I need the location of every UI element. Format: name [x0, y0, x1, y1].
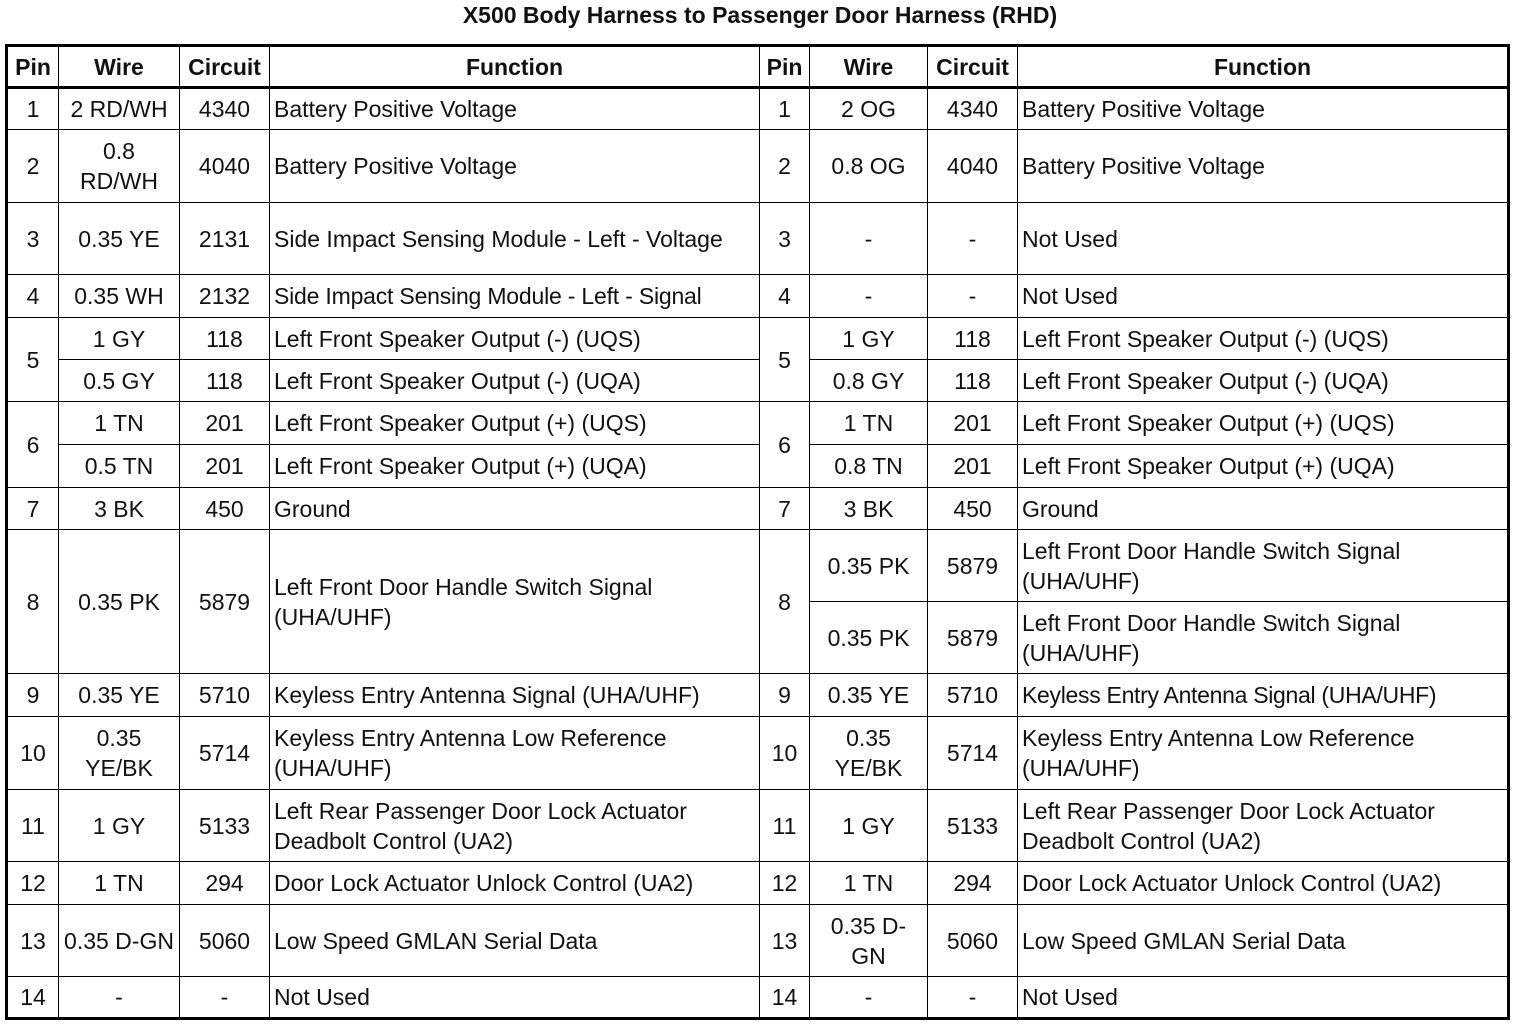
function-cell: Left Front Door Handle Switch Signal (UHA/UHF)	[1018, 530, 1509, 602]
function-cell: Keyless Entry Antenna Low Reference (UHA/UHF)	[1018, 717, 1509, 790]
wire-cell: 0.5 GY	[59, 360, 180, 402]
header-function: Function	[270, 46, 760, 88]
circuit-cell: 2131	[180, 203, 270, 275]
pin-cell: 14	[760, 977, 810, 1019]
circuit-cell: -	[928, 977, 1018, 1019]
circuit-cell: 2132	[180, 275, 270, 318]
pin-cell: 6	[7, 402, 59, 488]
pin-cell: 12	[760, 862, 810, 905]
wire-cell: 0.35 D-GN	[59, 905, 180, 977]
wire-cell: 0.35 PK	[810, 602, 928, 674]
wire-cell: 1 GY	[810, 790, 928, 862]
table-row	[7, 977, 1509, 1019]
header-pin: Pin	[760, 46, 810, 88]
pin-cell: 11	[7, 790, 59, 862]
wire-cell: 0.35 YE	[59, 203, 180, 275]
table-row	[7, 88, 1509, 130]
pin-cell: 1	[760, 88, 810, 130]
pin-cell: 14	[7, 977, 59, 1019]
pin-cell: 7	[760, 488, 810, 530]
function-cell: Left Front Speaker Output (-) (UQA)	[1018, 360, 1509, 402]
function-cell: Ground	[1018, 488, 1509, 530]
pin-cell: 4	[7, 275, 59, 318]
pin-cell: 9	[760, 674, 810, 717]
wire-cell: 0.5 TN	[59, 445, 180, 488]
wire-cell: 0.8 OG	[810, 130, 928, 203]
function-cell: Left Front Door Handle Switch Signal (UHA/UHF)	[1018, 602, 1509, 674]
function-cell: Door Lock Actuator Unlock Control (UA2)	[270, 862, 760, 905]
pin-cell: 9	[7, 674, 59, 717]
function-cell: Left Front Speaker Output (+) (UQA)	[270, 445, 760, 488]
function-cell: Keyless Entry Antenna Low Reference (UHA/UHF)	[270, 717, 760, 790]
wire-cell: 1 TN	[59, 862, 180, 905]
circuit-cell: 201	[928, 445, 1018, 488]
wire-cell: 0.35 PK	[59, 530, 180, 674]
circuit-cell: 5710	[180, 674, 270, 717]
table-row	[7, 275, 1509, 318]
pin-cell: 3	[7, 203, 59, 275]
pin-cell: 5	[760, 318, 810, 402]
function-cell: Left Front Speaker Output (-) (UQS)	[1018, 318, 1509, 360]
function-cell: Low Speed GMLAN Serial Data	[1018, 905, 1509, 977]
wire-cell: 0.35 WH	[59, 275, 180, 318]
wire-cell: -	[810, 977, 928, 1019]
circuit-cell: 5060	[180, 905, 270, 977]
wire-cell: 2 RD/WH	[59, 88, 180, 130]
wire-cell: 0.35 PK	[810, 530, 928, 602]
table-row	[7, 488, 1509, 530]
pin-cell: 4	[760, 275, 810, 318]
function-cell: Side Impact Sensing Module - Left - Voltage	[270, 203, 760, 275]
function-cell: Left Front Speaker Output (-) (UQA)	[270, 360, 760, 402]
function-cell: Left Front Speaker Output (+) (UQS)	[270, 402, 760, 445]
header-row	[7, 46, 1509, 88]
header-wire: Wire	[59, 46, 180, 88]
pin-cell: 10	[760, 717, 810, 790]
circuit-cell: 5879	[928, 602, 1018, 674]
function-cell: Not Used	[1018, 203, 1509, 275]
wire-cell: 1 GY	[59, 790, 180, 862]
circuit-cell: 450	[180, 488, 270, 530]
function-cell: Left Rear Passenger Door Lock Actuator Deadbolt Control (UA2)	[1018, 790, 1509, 862]
circuit-cell: 5879	[928, 530, 1018, 602]
function-cell: Battery Positive Voltage	[270, 88, 760, 130]
table-row	[7, 130, 1509, 203]
function-cell: Battery Positive Voltage	[270, 130, 760, 203]
circuit-cell: 118	[928, 318, 1018, 360]
circuit-cell: -	[180, 977, 270, 1019]
circuit-cell: 5879	[180, 530, 270, 674]
pin-cell: 2	[760, 130, 810, 203]
wire-cell: 0.35 YE/BK	[810, 717, 928, 790]
pin-cell: 8	[760, 530, 810, 674]
wire-cell: -	[810, 203, 928, 275]
table-row	[7, 862, 1509, 905]
pinout-table	[5, 44, 1510, 1020]
pin-cell: 3	[760, 203, 810, 275]
circuit-cell: 118	[180, 318, 270, 360]
table-row	[7, 530, 1509, 602]
pin-cell: 1	[7, 88, 59, 130]
wire-cell: -	[59, 977, 180, 1019]
circuit-cell: 4340	[180, 88, 270, 130]
function-cell: Left Front Speaker Output (+) (UQA)	[1018, 445, 1509, 488]
pin-cell: 7	[7, 488, 59, 530]
circuit-cell: 5714	[928, 717, 1018, 790]
page-title: X500 Body Harness to Passenger Door Harness (RHD)	[462, 2, 1058, 28]
circuit-cell: 118	[928, 360, 1018, 402]
table-row	[7, 790, 1509, 862]
wire-cell: 3 BK	[810, 488, 928, 530]
table-row	[7, 674, 1509, 717]
circuit-cell: 118	[180, 360, 270, 402]
function-cell: Low Speed GMLAN Serial Data	[270, 905, 760, 977]
wire-cell: -	[810, 275, 928, 318]
wire-cell: 0.8 TN	[810, 445, 928, 488]
circuit-cell: -	[928, 203, 1018, 275]
function-cell: Side Impact Sensing Module - Left - Signal	[270, 275, 760, 318]
circuit-cell: 294	[180, 862, 270, 905]
wire-cell: 0.35 YE	[810, 674, 928, 717]
header-wire: Wire	[810, 46, 928, 88]
wire-cell: 0.35 YE/BK	[59, 717, 180, 790]
wire-cell: 0.8 GY	[810, 360, 928, 402]
function-cell: Not Used	[1018, 275, 1509, 318]
table-row	[7, 360, 1509, 402]
pin-cell: 12	[7, 862, 59, 905]
circuit-cell: 294	[928, 862, 1018, 905]
function-cell: Ground	[270, 488, 760, 530]
pin-cell: 10	[7, 717, 59, 790]
circuit-cell: 4040	[928, 130, 1018, 203]
wire-cell: 0.35 YE	[59, 674, 180, 717]
function-cell: Left Front Door Handle Switch Signal (UHA/UHF)	[270, 530, 760, 674]
table-row	[7, 203, 1509, 275]
wire-cell: 1 GY	[59, 318, 180, 360]
function-cell: Left Rear Passenger Door Lock Actuator Deadbolt Control (UA2)	[270, 790, 760, 862]
function-cell: Battery Positive Voltage	[1018, 130, 1509, 203]
circuit-cell: 201	[180, 402, 270, 445]
function-cell: Left Front Speaker Output (-) (UQS)	[270, 318, 760, 360]
header-circuit: Circuit	[180, 46, 270, 88]
table-row	[7, 717, 1509, 790]
wire-cell: 3 BK	[59, 488, 180, 530]
function-cell: Keyless Entry Antenna Signal (UHA/UHF)	[1018, 674, 1509, 717]
function-cell: Battery Positive Voltage	[1018, 88, 1509, 130]
function-cell: Left Front Speaker Output (+) (UQS)	[1018, 402, 1509, 445]
header-pin: Pin	[7, 46, 59, 88]
circuit-cell: 5133	[180, 790, 270, 862]
circuit-cell: 5060	[928, 905, 1018, 977]
table-row	[7, 402, 1509, 445]
circuit-cell: -	[928, 275, 1018, 318]
pin-cell: 2	[7, 130, 59, 203]
wire-cell: 1 TN	[810, 402, 928, 445]
circuit-cell: 4340	[928, 88, 1018, 130]
circuit-cell: 450	[928, 488, 1018, 530]
circuit-cell: 5133	[928, 790, 1018, 862]
circuit-cell: 5710	[928, 674, 1018, 717]
circuit-cell: 201	[180, 445, 270, 488]
pin-cell: 13	[760, 905, 810, 977]
pin-cell: 11	[760, 790, 810, 862]
circuit-cell: 5714	[180, 717, 270, 790]
table-row	[7, 905, 1509, 977]
wire-cell: 1 GY	[810, 318, 928, 360]
function-cell: Not Used	[270, 977, 760, 1019]
function-cell: Keyless Entry Antenna Signal (UHA/UHF)	[270, 674, 760, 717]
wire-cell: 2 OG	[810, 88, 928, 130]
function-cell: Not Used	[1018, 977, 1509, 1019]
header-circuit: Circuit	[928, 46, 1018, 88]
function-cell: Door Lock Actuator Unlock Control (UA2)	[1018, 862, 1509, 905]
pin-cell: 6	[760, 402, 810, 488]
circuit-cell: 4040	[180, 130, 270, 203]
pin-cell: 8	[7, 530, 59, 674]
pin-cell: 5	[7, 318, 59, 402]
table-row	[7, 445, 1509, 488]
wire-cell: 1 TN	[810, 862, 928, 905]
table-row	[7, 318, 1509, 360]
pin-cell: 13	[7, 905, 59, 977]
wire-cell: 0.8 RD/WH	[59, 130, 180, 203]
circuit-cell: 201	[928, 402, 1018, 445]
header-function: Function	[1018, 46, 1509, 88]
wire-cell: 0.35 D-GN	[810, 905, 928, 977]
wire-cell: 1 TN	[59, 402, 180, 445]
